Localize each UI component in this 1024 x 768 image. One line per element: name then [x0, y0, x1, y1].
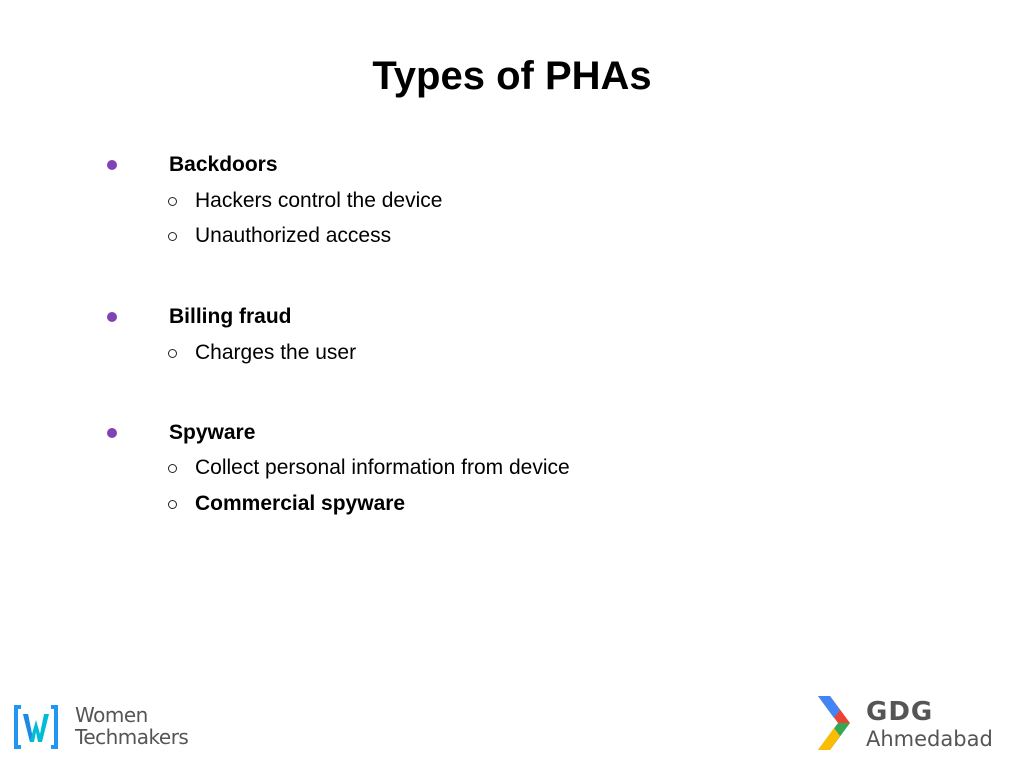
hollow-circle-icon: [168, 197, 177, 206]
hollow-circle-icon: [168, 232, 177, 241]
sub-bullet-item: [168, 339, 357, 367]
sub-bullet-label: Hackers control the device: [195, 189, 443, 212]
sub-bullet-item: [168, 187, 443, 215]
wtm-line1: Women: [75, 703, 148, 727]
sub-bullet-item: [168, 222, 392, 250]
bullet-label: Backdoors: [169, 153, 278, 176]
slide-title: Types of PHAs: [372, 54, 652, 98]
bullet-dot-icon: [107, 160, 117, 170]
bullet-dot-icon: [107, 312, 117, 322]
bullet-label: Billing fraud: [169, 305, 292, 328]
gdg-logo-title: GDG: [866, 697, 934, 727]
bullet-dot-icon: [107, 428, 117, 438]
sub-bullet-label: Collect personal information from device: [195, 456, 570, 479]
sub-bullet-label: Charges the user: [195, 341, 357, 364]
sub-bullet-label: Unauthorized access: [195, 224, 392, 247]
sub-bullet-item: [168, 490, 406, 518]
hollow-circle-icon: [168, 500, 177, 509]
bullet-item-billing-fraud: [107, 303, 292, 331]
hollow-circle-icon: [168, 464, 177, 473]
sub-bullet-label: Commercial spyware: [195, 492, 406, 515]
hollow-circle-icon: [168, 349, 177, 358]
sub-bullet-item: [168, 454, 570, 482]
wtm-line2: Techmakers: [75, 725, 189, 749]
bullet-item-backdoors: [107, 151, 278, 179]
gdg-logo-subtitle: Ahmedabad: [866, 727, 993, 751]
bullet-item-spyware: [107, 419, 256, 447]
gdg-logo-icon: [816, 694, 860, 752]
women-techmakers-logo-icon: [12, 702, 60, 752]
women-techmakers-logo-text: [75, 704, 188, 748]
bullet-label: Spyware: [169, 421, 256, 444]
